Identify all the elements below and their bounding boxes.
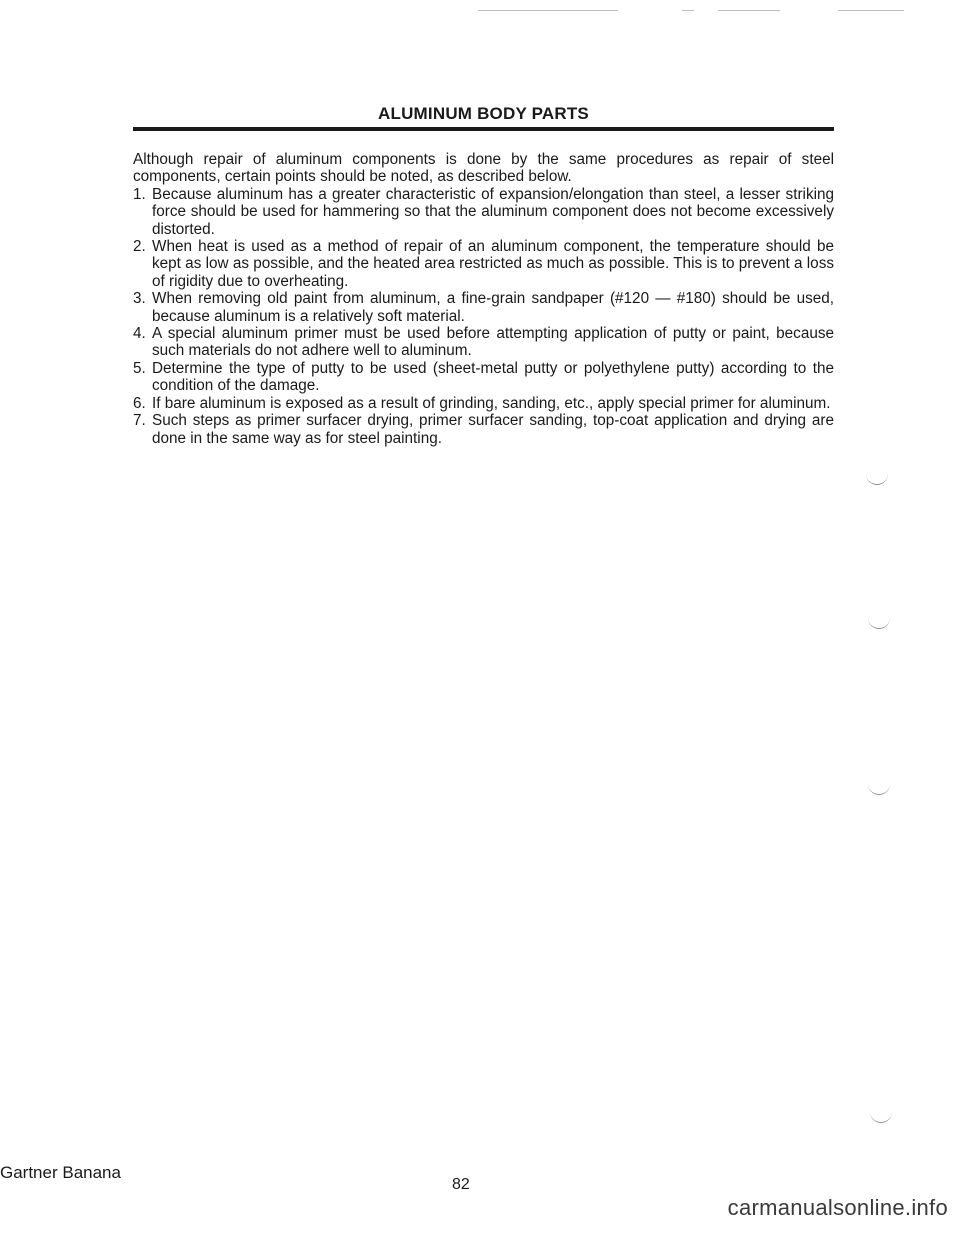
steps-list: [133, 186, 834, 447]
step-number: 7.: [133, 412, 146, 430]
step-number: 4.: [133, 325, 146, 343]
intro-paragraph: Although repair of aluminum components is done by the same procedures as repair of steel components, certain points should be noted, as described below.: [133, 151, 834, 186]
document-body: [133, 151, 834, 447]
list-item: [133, 395, 834, 412]
step-text: When removing old paint from aluminum, a fine-grain sandpaper (#120 — #180) should be used, because aluminum is a relatively soft material.: [152, 290, 834, 325]
footer-brand: Gartner Banana: [0, 1163, 121, 1182]
step-text: Such steps as primer surfacer drying, primer surfacer sanding, top-coat application and drying are done in the same way as for steel painting.: [152, 412, 834, 447]
step-number: 1.: [133, 185, 146, 203]
step-number: 5.: [133, 359, 146, 377]
list-item: [133, 325, 834, 360]
scan-rule: [718, 10, 780, 11]
binding-mark: [866, 474, 888, 485]
step-text: Because aluminum has a greater characteristic of expansion/elongation than steel, a lesser striking force should be used for hammering so that the aluminum component does not become excessively distorted.: [152, 185, 834, 238]
step-number: 6.: [133, 394, 146, 412]
page-title: ALUMINUM BODY PARTS: [378, 104, 589, 123]
binding-mark: [870, 1112, 892, 1123]
page-number: 82: [452, 1176, 470, 1193]
scan-rule: [682, 10, 694, 11]
title-underline: [133, 127, 834, 131]
binding-mark: [868, 784, 890, 795]
list-item: [133, 186, 834, 238]
list-item: [133, 290, 834, 325]
scan-rule: [478, 10, 618, 11]
list-item: [133, 360, 834, 395]
step-text: If bare aluminum is exposed as a result of grinding, sanding, etc., apply special primer for aluminum.: [152, 394, 831, 412]
list-item: [133, 412, 834, 447]
step-number: 2.: [133, 238, 146, 256]
step-text: When heat is used as a method of repair of an aluminum component, the temperature should be kept as low as possible, and the heated area restricted as much as possible. This is to prevent a loss of rigidity due to overheating.: [152, 238, 834, 290]
step-text: A special aluminum primer must be used before attempting application of putty or paint, because such materials do not adhere well to aluminum.: [152, 325, 834, 360]
list-item: [133, 238, 834, 290]
binding-mark: [868, 618, 890, 629]
watermark-link[interactable]: carmanualsonline.info: [727, 1195, 948, 1220]
scan-rule: [838, 10, 904, 11]
step-text: Determine the type of putty to be used (sheet-metal putty or polyethylene putty) according to the condition of the damage.: [152, 359, 834, 395]
step-number: 3.: [133, 290, 146, 308]
